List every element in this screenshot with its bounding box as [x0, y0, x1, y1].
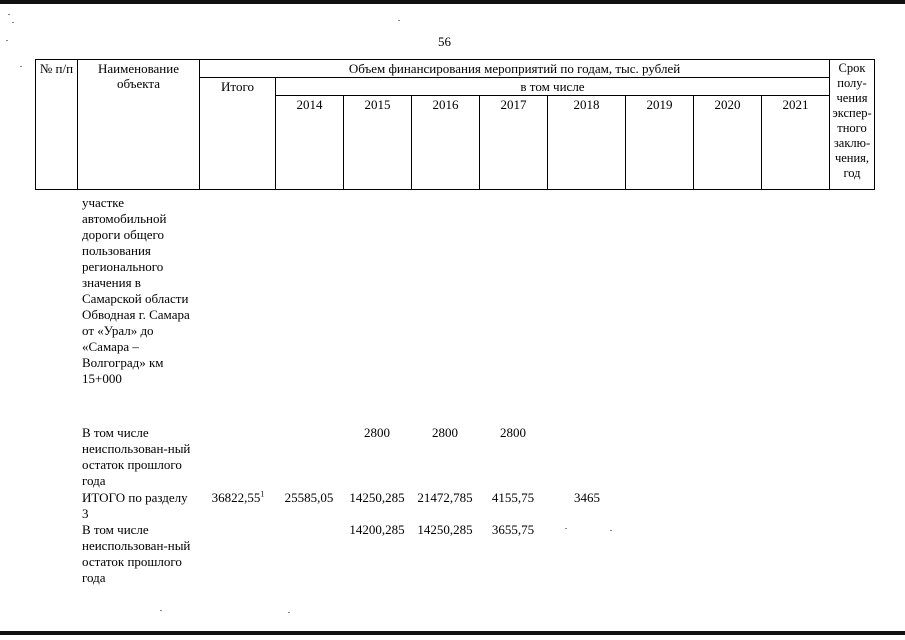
footnote-marker: 1	[260, 489, 265, 499]
header-year: 2016	[412, 96, 480, 190]
header-year: 2020	[694, 96, 762, 190]
cell-value: 21472,785	[417, 490, 473, 505]
header-no: № п/п	[36, 60, 78, 190]
scan-speck	[160, 610, 162, 611]
cell-total	[198, 490, 278, 506]
cell-value: 25585,05	[284, 490, 334, 505]
header-year: 2015	[344, 96, 412, 190]
scan-speck	[398, 20, 400, 21]
header-year: 2014	[276, 96, 344, 190]
scan-speck	[610, 530, 612, 531]
cell-value: 3465	[574, 490, 600, 505]
page-number: 56	[438, 34, 451, 49]
row-name-section-total: ИТОГО по разделу 3	[82, 490, 188, 521]
header-name: Наименование объекта	[78, 60, 200, 190]
scan-speck	[6, 40, 8, 41]
cell-value: 2800	[364, 425, 390, 440]
header-year: 2021	[762, 96, 830, 190]
cell-value: 2800	[432, 425, 458, 440]
row-name-continuation: участке автомобильной дороги общего пользования регионального значения в Самарской области Обводная г. Самара от «Урал» до «Самара – Волгоград» км 15+000	[82, 195, 190, 386]
header-year: 2019	[626, 96, 694, 190]
header-financing: Объем финансирования мероприятий по годам, тыс. рублей	[200, 60, 830, 78]
cell-value: 2800	[500, 425, 526, 440]
cell-value: 3655,75	[491, 522, 535, 537]
header-including: в том числе	[276, 78, 830, 96]
row-name-unused-balance: В том числе неиспользован-ный остаток прошлого года	[82, 522, 191, 585]
scan-speck	[12, 22, 14, 23]
scan-speck	[288, 612, 290, 613]
row-name-unused-balance: В том числе неиспользован-ный остаток прошлого года	[82, 425, 191, 488]
cell-value: 14200,285	[349, 522, 405, 537]
scan-speck	[20, 66, 22, 67]
top-rule	[0, 0, 905, 4]
scan-speck	[8, 14, 10, 15]
header-deadline: Срок полу-чения экспер-тного заклю-чения, год	[830, 60, 875, 190]
total-value: 36822,55	[211, 490, 261, 505]
header-year: 2017	[480, 96, 548, 190]
scan-speck	[565, 528, 567, 529]
bottom-rule	[0, 631, 905, 635]
cell-value: 14250,285	[417, 522, 473, 537]
cell-value: 4155,75	[491, 490, 535, 505]
header-year: 2018	[548, 96, 626, 190]
header-total: Итого	[200, 78, 276, 190]
cell-value: 14250,285	[349, 490, 405, 505]
header-table	[35, 59, 875, 190]
